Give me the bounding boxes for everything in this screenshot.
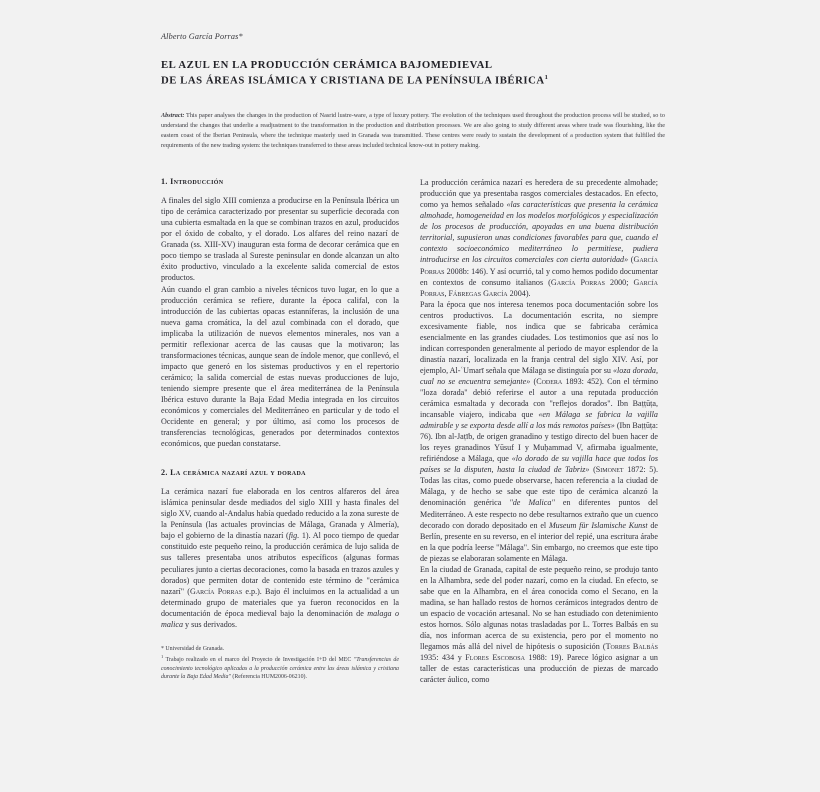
footnote-affiliation: * Universidad de Granada. <box>161 645 225 652</box>
rp2-part-b: ( <box>530 376 537 386</box>
title-footnote-marker: 1 <box>544 74 548 82</box>
page-content <box>161 32 665 685</box>
rp2-quote-4: "de Malica" <box>509 498 555 508</box>
rp1-citation-3: García Porras, Fábregas García <box>420 277 659 298</box>
rp2-citation-1: Codera <box>536 376 563 386</box>
footnote-1-part-b: (Referencia HUM2006-06210). <box>230 674 307 681</box>
s2p1-part-c: e.p.). Bajo él incluimos en la actualidad a un determinado grupo de materiales que ya fueron reconocidos en la documentación de época medieval bajo la denominación de <box>161 586 399 618</box>
rp1-citation-1: García Porras <box>420 255 658 276</box>
s2p1-italic-term: malaga o malica <box>161 608 399 629</box>
intro-paragraph-2: Aún cuando el gran cambio a niveles técnicos tuvo lugar, en lo que a producción cerámica se refiere, durante la época califal, con la introducción de las cubiertas opacas estanníferas, la inclusión de una nueva gama cromática, la del azul combinada con el dorado, que implicaba la utilización de nuevos elementos minerales, nos van a permitir reflexionar acerca de las causas que la motivaron; las transformaciones técnicas, aunque sean de índole menor, que conllevó, el impacto que generó en los sistemas productivos y en el repertorio cerámico; la salida comercial de estas nuevas producciones de lujo, teniendo siempre presente que el área mediterránea de la Península Ibérica estuvo durante la Baja Edad Media integrada en los circuitos económicos y comerciales del Mediterráneo en particular y de todo el Occidente en general; y por último, así como los procesos de transferencias tecnológicas, generados por determinados contextos económicos, que puedan constatarse. <box>161 284 399 449</box>
rp1-part-b: ( <box>628 255 634 265</box>
rp2-part-e: ( <box>589 465 596 475</box>
section2-paragraph-1 <box>161 486 399 630</box>
rp2-quote-1: «loza dorada, cual no se encuentra semejante» <box>420 365 658 386</box>
rp3-part-c: 1988: 19). Parece lógico asignar a un taller de estas características una producción de piezas de marcado carácter áulico, como <box>420 653 658 685</box>
rp2-part-f: 1872: 5). Todas las citas, como puede observarse, hacen referencia a la ciudad de Málaga, y de hecho se sabe que este tipo de cerámica alcanzó la denominación genérica <box>420 465 659 508</box>
author-line: Alberto García Porras* <box>161 32 243 41</box>
left-column <box>161 177 399 682</box>
s2p1-part-b: 1). Al poco tiempo de quedar constituido este pequeño reino, la producción cerámica de lujo salida de sus talleres presentaba unos atributos específicos (algunas formas peculiares junto a ciertas decoraciones, como la basada en trazos azules y dorados) que permiten dotar de contenido este término de "cerámica nazarí" ( <box>161 531 399 596</box>
rp3-part-a: En la ciudad de Granada, capital de este pequeño reino, se produjo tanto en la Alhambra, sede del poder nazarí, como en la ciudad. En efecto, se sabe que en la Alhambra, en el área conocida como el Secano, en la madina, se han hallado restos de hornos cerámicos integrados dentro de un espacio de vocación artesanal. No se han estudiado con detenimiento estos hornos. Sólo algunas notas trasladadas por L. Torres Balbás en su día, nos informan acerca de su existencia, pero por el momento no llegamos más allá del nivel de hipótesis o suposición ( <box>420 564 658 652</box>
rp2-quote-3: «lo dorado de su vajilla hace que todos los países se la disputen, hasta la ciudad de Tabriz» <box>420 454 658 475</box>
section-heading-ceramica-nazari: 2. La cerámica nazarí azul y dorada <box>161 468 306 478</box>
rp3-citation-2: Flores Escobosa <box>465 653 525 663</box>
rp2-part-h: de Berlín, presente en su reverso, en el interior del repié, una escritura árabe en la que podría leerse "Málaga". Sin embargo, no creemos que este tipo de piezas se elaboraran solamente en Málaga. <box>420 520 658 563</box>
right-paragraph-3 <box>420 564 658 686</box>
rp1-quote: «las características que presenta la cerámica almohade, homogeneidad en los modelos morfológicos y especialización de los procesos de producción, apoyadas en una buena distribución territorial, supusieron unas condiciones favorables para que, cuando el contexto socioeconómico mediterráneo lo permitiese, pudiera introducirse en los circuitos comerciales con cierta autoridad» <box>420 200 658 265</box>
footnote-1-marker: 1 <box>161 653 164 659</box>
rp3-part-b: 1935: 434 y <box>420 653 466 663</box>
page-title <box>161 58 665 89</box>
rp2-museum-name: Museum für Islamische Kunst <box>548 520 648 530</box>
footnote-1 <box>161 654 399 683</box>
abstract-text: This paper analyses the changes in the production of Nasrid lustre-ware, a type of luxury pottery. The evolution of the techniques used throughout the production process will be studied, so to understand the changes that underlie a readjustment to the transformation in the production and distribution processes. We are also going to study different areas where trade was flourishing, like the eastern coast of the Iberian Peninsula, where the technique masterly used in Granada was transmitted. These centres were ready to sustain the development of a production system that fulfilled the requirements of the new trading system: the techniques transferred to these areas included technical know-out in pottery making. <box>161 111 665 150</box>
s2p1-citation: García Porras <box>189 586 243 596</box>
rp2-quote-2: «en Málaga se fabrica la vajilla admirable y se exporta desde allí a los más remotos países» <box>420 410 658 431</box>
footnotes <box>161 645 399 682</box>
rp2-part-g: en diferentes puntos del Mediterráneo. A este respecto no debe resultarnos extraño que un cuenco decorado con dorado depositado en el <box>420 498 658 530</box>
footnote-1-project-title: "Transferencias de conocimiento tecnológico aplicadas a la producción cerámica entre las áreas islámica y cristiana durante la Baja Edad Media" <box>161 656 399 681</box>
s2p1-part-d: y sus derivados. <box>183 619 237 629</box>
two-column-body <box>161 177 665 685</box>
right-column <box>420 177 658 685</box>
title-line-1: EL AZUL EN LA PRODUCCIÓN CERÁMICA BAJOMEDIEVAL <box>161 59 493 71</box>
rp1-part-a: La producción cerámica nazarí es heredera de su precedente almohade; producción que ya presentaba rasgos comerciales destacados. En efecto, como ya hemos señalado <box>420 178 658 210</box>
section-heading-introduccion: 1. Introducción <box>161 177 224 187</box>
right-paragraph-2 <box>420 299 658 564</box>
rp2-part-a: Para la época que nos interesa tenemos poca documentación sobre los centros productivos. La documentación escrita, no siempre excesivamente fiable, nos indica que se fabricaba cerámica esencialmente en las grandes ciudades. Los testimonios que así nos lo indican corresponden generalmente al periodo de mayor esplendor de la dinastía nazarí, localizada en la franja central del siglo XIV. Así, por ejemplo, Al-ʿUmarī señala que Málaga se distinguía por su <box>420 299 658 375</box>
abstract <box>161 111 665 151</box>
title-line-2 <box>161 73 665 89</box>
rp2-part-d: (Ibn Baṭṭūṭa: 76). Ibn al-Jaṭīb, de origen granadino y testigo directo del buen hacer de los reyes granadinos Yūsuf I y Muḥammad V, afirmaba igualmente, refiriéndose a Málaga, que <box>420 421 658 464</box>
rp3-citation-1: Torres Balbás <box>605 642 658 652</box>
rp1-part-e: 2004). <box>507 288 531 298</box>
footnote-1-part-a: Trabajo realizado en el marco del Proyecto de Investigación I+D del MEC <box>163 656 354 663</box>
s2p1-part-a: La cerámica nazarí fue elaborada en los centros alfareros del área islámica peninsular desde mediados del siglo XIII y hasta finales del siglo XV, cuando al-Andalus había quedado reducido a la zona sureste de la Península (las actuales provincias de Málaga, Granada y Almería), bajo el gobierno de la dinastía nazarí ( <box>161 487 399 541</box>
title-line-2-text: DE LAS ÁREAS ISLÁMICA Y CRISTIANA DE LA PENÍNSULA IBÉRICA <box>161 74 545 87</box>
rp1-part-d: 2000; <box>604 277 634 287</box>
rp1-part-c: 2008b: 146). Y así ocurrió, tal y como hemos podido documentar en contextos de consumo italianos ( <box>420 266 658 287</box>
rp2-citation-2: Simonet <box>595 465 624 475</box>
rp2-part-c: 1893: 452). Con el término "loza dorada" debió referirse el autor a una reputada producción cerámica esmaltada y decorada con "reflejos dorados". Ibn Baṭṭūṭa, incansable viajero, indicaba que <box>420 376 659 420</box>
s2p1-fig-ref: fig. <box>288 531 300 541</box>
rp1-citation-2: García Porras <box>550 277 605 287</box>
intro-paragraph-1: A finales del siglo XIII comienza a producirse en la Península Ibérica un tipo de cerámica caracterizado por presentar su superficie decorada con una cubierta esmaltada en la que se combinan trazos en azul, producidos por el óxido de cobalto, y el dorado. Los alfares del reino nazarí de Granada (ss. XIII-XV) inauguran esta forma de decorar cerámica que en poco tiempo se traslada al Sureste peninsular en donde alcanzan un alto éxito productivo, vinculado a la excelente salida comercial de estos productos. <box>161 196 399 283</box>
abstract-label: Abstract: <box>161 111 185 119</box>
right-paragraph-1 <box>420 177 658 299</box>
